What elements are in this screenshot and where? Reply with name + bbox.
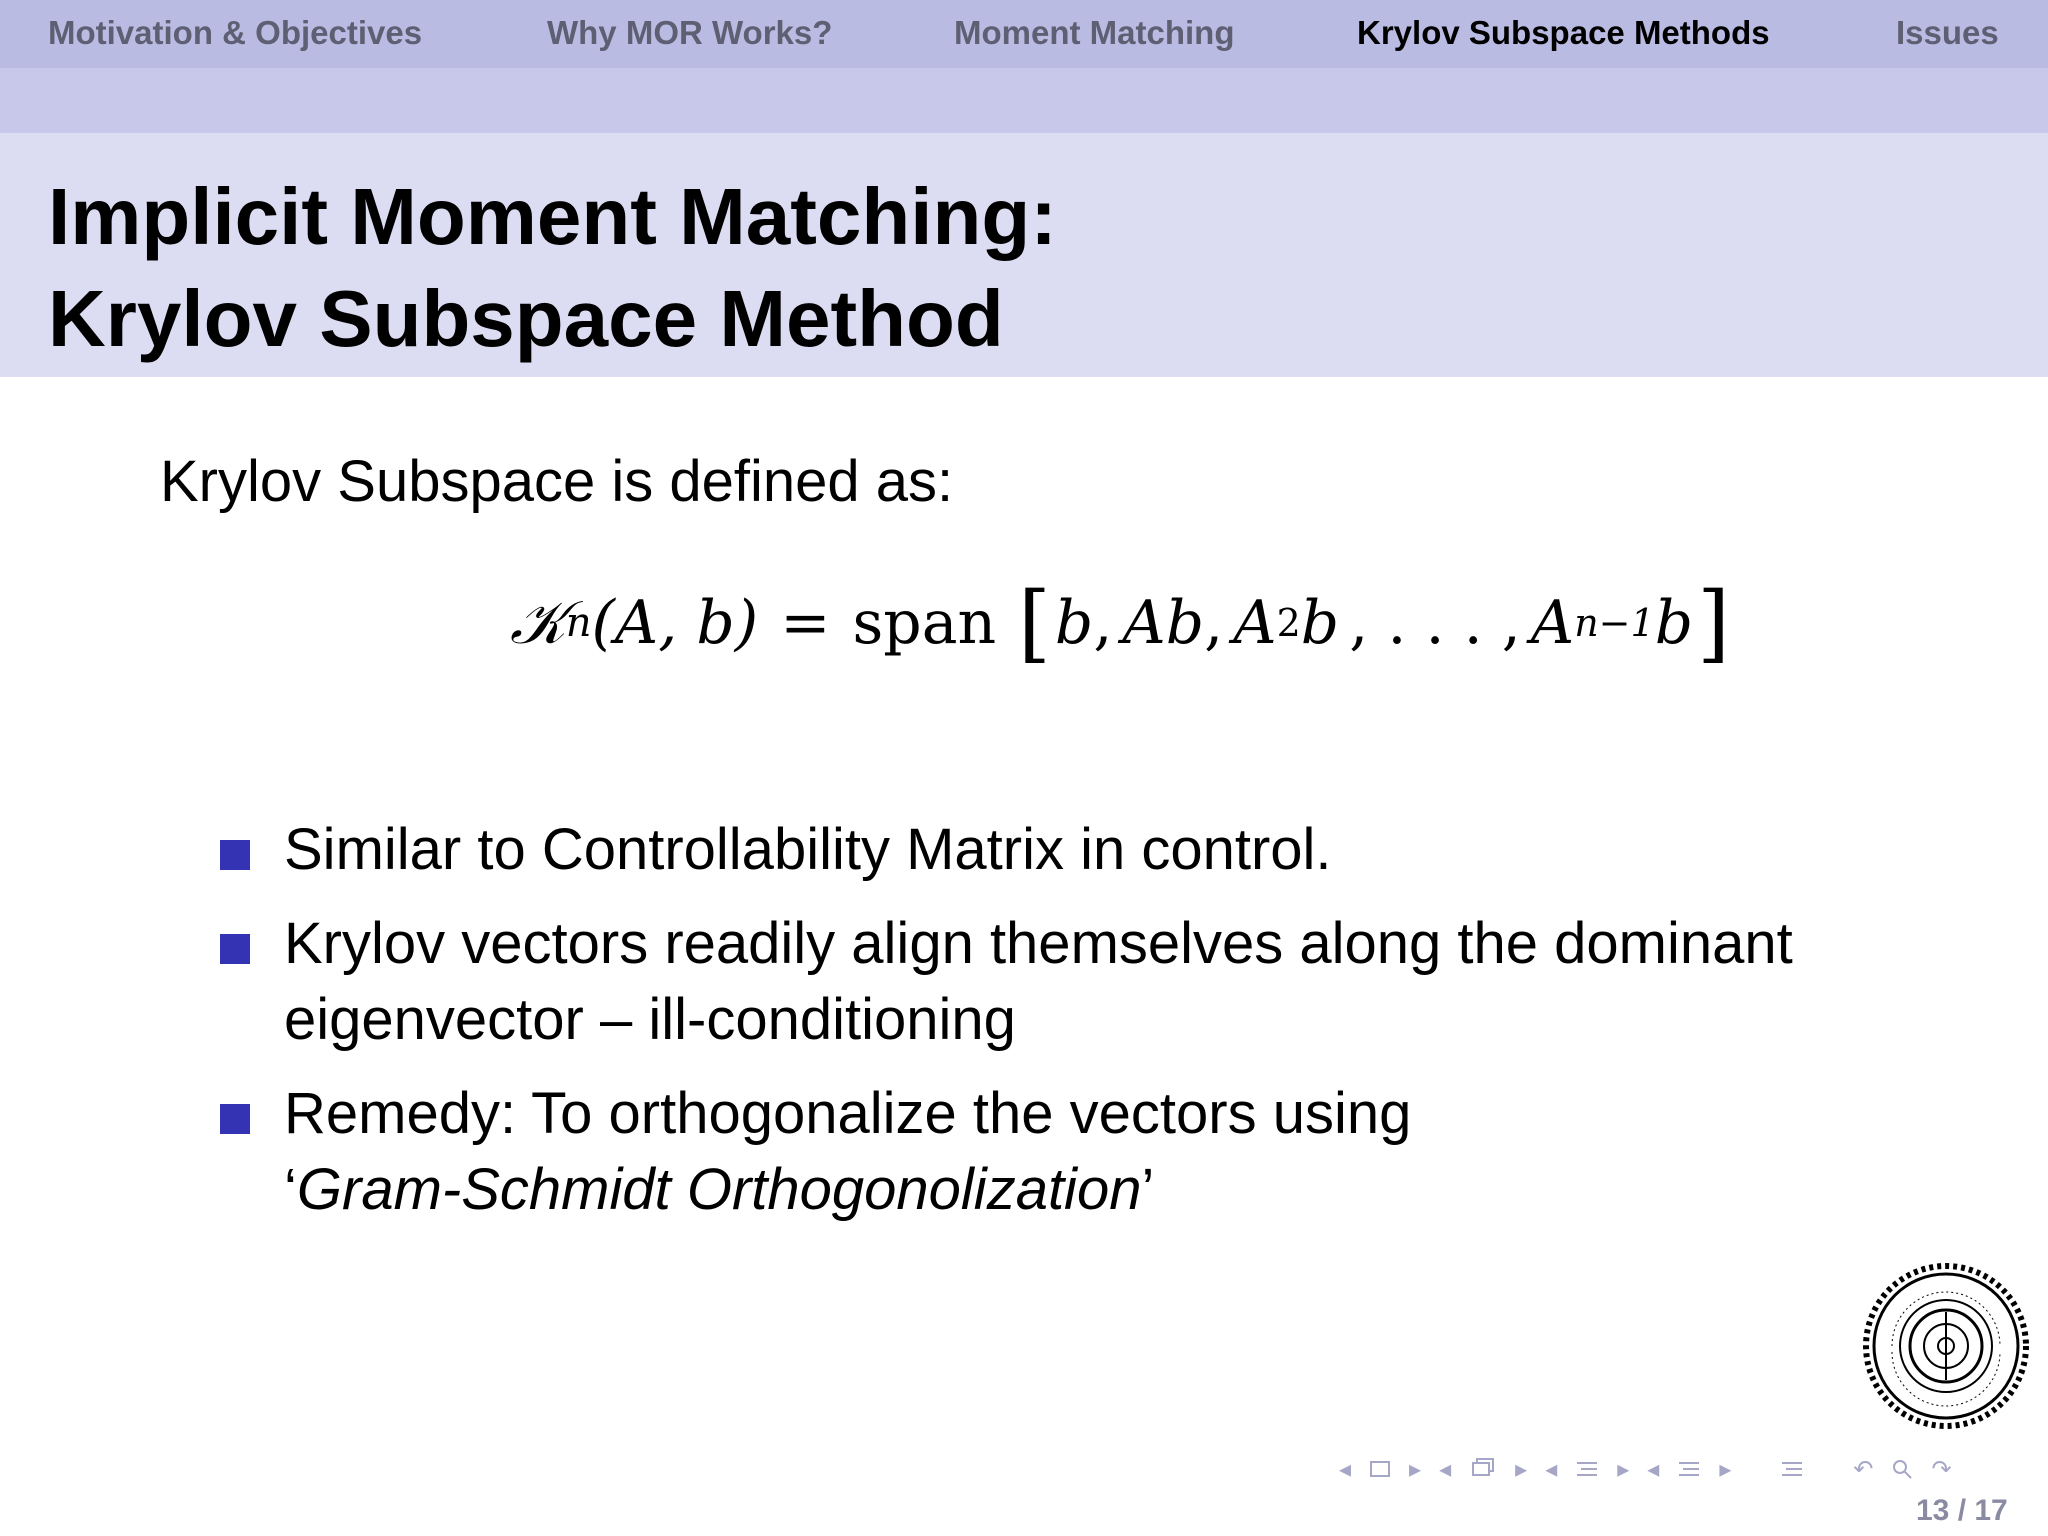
formula-comma-1: , [1093,588,1113,658]
formula-sup-2: 2 [1276,601,1301,645]
frame-icon[interactable] [1369,1460,1391,1478]
list-item [218,812,2018,888]
subsection-icon[interactable] [1469,1457,1497,1481]
formula-b3: b [1654,588,1694,658]
formula-dots: , . . . , [1349,588,1521,658]
intro-text: Krylov Subspace is defined as: [160,449,954,514]
toc-icon[interactable] [1780,1457,1804,1481]
formula-eq: = [780,588,831,658]
formula-right-bracket: ] [1697,574,1730,672]
page-title-line-2: Krylov Subspace Method [48,274,1004,363]
formula-comma-2: , [1204,588,1224,658]
next-subsection-icon[interactable]: ▸ [1515,1455,1528,1483]
formula-b: b [1054,588,1094,658]
formula-A: A [1233,588,1277,658]
beamer-navigation [1330,1452,1961,1486]
bullet-text: Krylov vectors readily align themselves along the dominant eigenvector – ill-conditioning [284,911,1793,1052]
back-icon[interactable]: ↶ [1853,1455,1874,1483]
nav-item-moment-matching[interactable]: Moment Matching [954,14,1235,51]
forward-icon[interactable]: ↷ [1931,1455,1952,1483]
list-item [218,1076,1584,1228]
formula-sub-n: n [565,600,592,646]
formula-left-bracket: [ [1018,574,1051,672]
iit-delhi-seal-icon [1862,1262,2030,1430]
nav-item-why-mor[interactable]: Why MOR Works? [547,14,833,51]
krylov-formula [510,574,1734,672]
bullet-text-prefix: Remedy: To orthogonalize the vectors using ‘ [284,1081,1412,1222]
list-item [218,906,1924,1058]
top-nav-bar [0,0,2048,68]
formula-Ab: Ab [1122,588,1205,658]
formula-sup-n-minus-1: n−1 [1574,601,1655,645]
prev-doc-icon[interactable]: ◂ [1647,1455,1660,1483]
bullet-text-suffix: ’ [1141,1157,1155,1222]
page-number: 13 / 17 [1916,1494,2008,1527]
formula-span: span [852,588,997,658]
page-title-line-1: Implicit Moment Matching: [48,172,1057,261]
prev-subsection-icon[interactable]: ◂ [1439,1455,1452,1483]
bullet-square-icon [220,840,250,870]
bullet-square-icon [220,934,250,964]
next-frame-icon[interactable]: ▸ [1409,1455,1422,1483]
next-section-icon[interactable]: ▸ [1617,1455,1630,1483]
nav-item-motivation[interactable]: Motivation & Objectives [48,14,423,51]
formula-args: (A, b) [591,588,759,658]
title-band [0,133,2048,377]
bullet-text-emphasis: Gram-Schmidt Orthogonolization [296,1157,1142,1222]
bullet-square-icon [220,1104,250,1134]
nav-item-krylov-active[interactable]: Krylov Subspace Methods [1357,14,1770,51]
formula-A2: A [1530,588,1575,658]
prev-frame-icon[interactable]: ◂ [1339,1455,1352,1483]
doc-icon[interactable] [1677,1457,1701,1481]
bullet-text: Similar to Controllability Matrix in control. [284,817,1332,882]
bullet-list [218,812,2018,1246]
search-icon[interactable] [1891,1458,1913,1480]
formula-b2: b [1300,588,1340,658]
prev-section-icon[interactable]: ◂ [1545,1455,1558,1483]
formula-calK: 𝒦 [510,588,566,658]
nav-subsection-bar [0,68,2048,133]
section-icon[interactable] [1575,1457,1599,1481]
next-doc-icon[interactable]: ▸ [1719,1455,1732,1483]
nav-item-issues[interactable]: Issues [1896,14,1999,51]
